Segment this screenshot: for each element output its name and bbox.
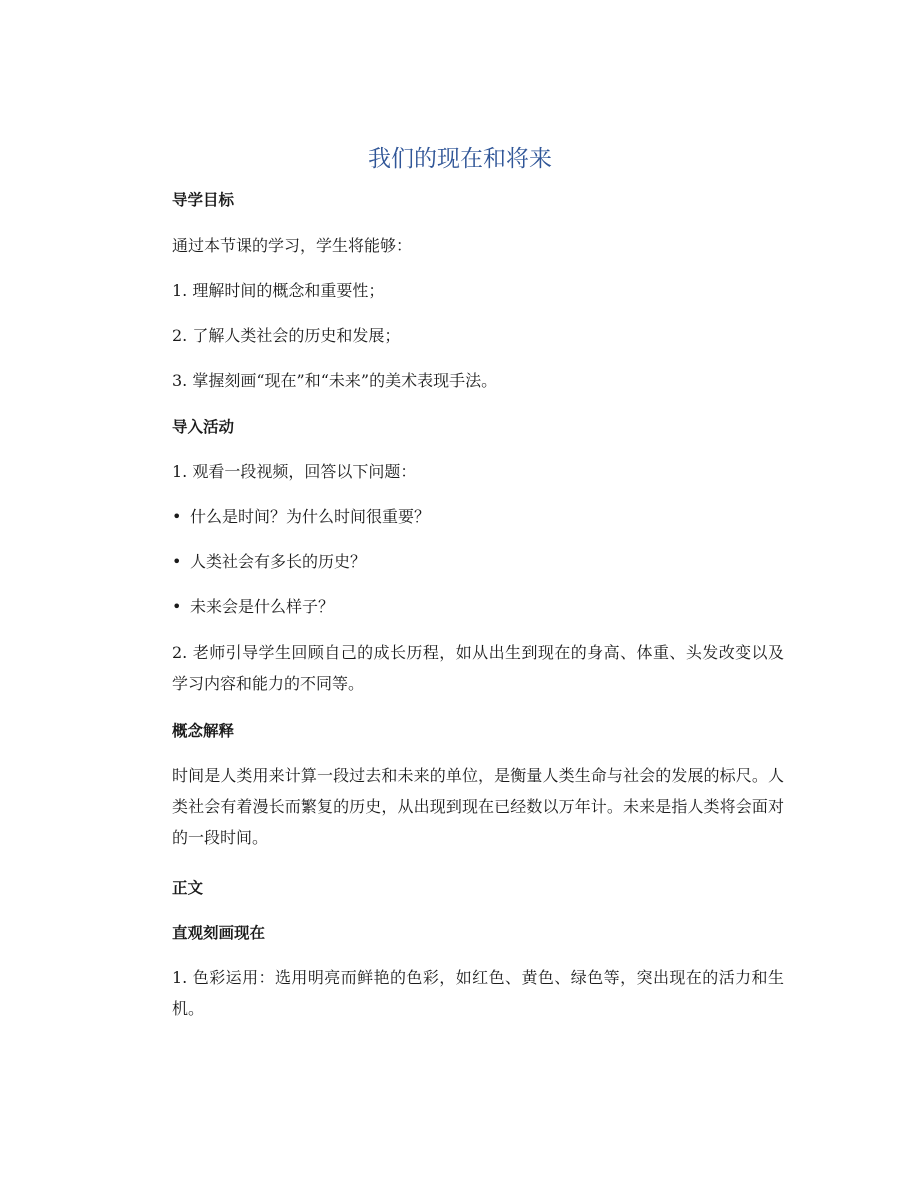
goals-heading: 导学目标 <box>172 191 235 209</box>
present-heading: 直观刻画现在 <box>172 924 266 942</box>
present-item-1: 1. 色彩运用：选用明亮而鲜艳的色彩，如红色、黄色、绿色等，突出现在的活力和生机。 <box>172 968 784 1018</box>
list-item <box>172 596 334 618</box>
concept-paragraph: 时间是人类用来计算一段过去和未来的单位，是衡量人类生命与社会的发展的标尺。人类社会有着漫长而繁复的历史，从出现到现在已经数以万年计。未来是指人类将会面对的一段时间。 <box>172 766 784 847</box>
goal-item-2: 2. 了解人类社会的历史和发展； <box>172 326 401 345</box>
concept-heading: 概念解释 <box>172 722 235 740</box>
bullet-icon: • <box>172 552 182 571</box>
bullet-text: 人类社会有多长的历史？ <box>190 552 367 571</box>
bullet-text: 未来会是什么样子？ <box>190 597 335 616</box>
goal-item-1: 1. 理解时间的概念和重要性； <box>172 281 385 300</box>
list-item <box>172 506 430 528</box>
intro-item-1: 1. 观看一段视频，回答以下问题： <box>172 462 417 481</box>
page-title: 我们的现在和将来 <box>368 146 552 172</box>
bullet-icon: • <box>172 597 182 616</box>
list-item <box>172 551 366 573</box>
goal-item-3: 3. 掌握刻画“现在”和“未来”的美术表现手法。 <box>172 371 498 390</box>
goals-intro: 通过本节课的学习，学生将能够： <box>172 236 413 255</box>
bullet-text: 什么是时间？为什么时间很重要？ <box>190 507 431 526</box>
bullet-icon: • <box>172 507 182 526</box>
intro-heading: 导入活动 <box>172 418 235 436</box>
intro-item-2: 2. 老师引导学生回顾自己的成长历程，如从出生到现在的身高、体重、头发改变以及学习内容和能力的不同等。 <box>172 643 784 693</box>
body-heading: 正文 <box>172 879 204 897</box>
